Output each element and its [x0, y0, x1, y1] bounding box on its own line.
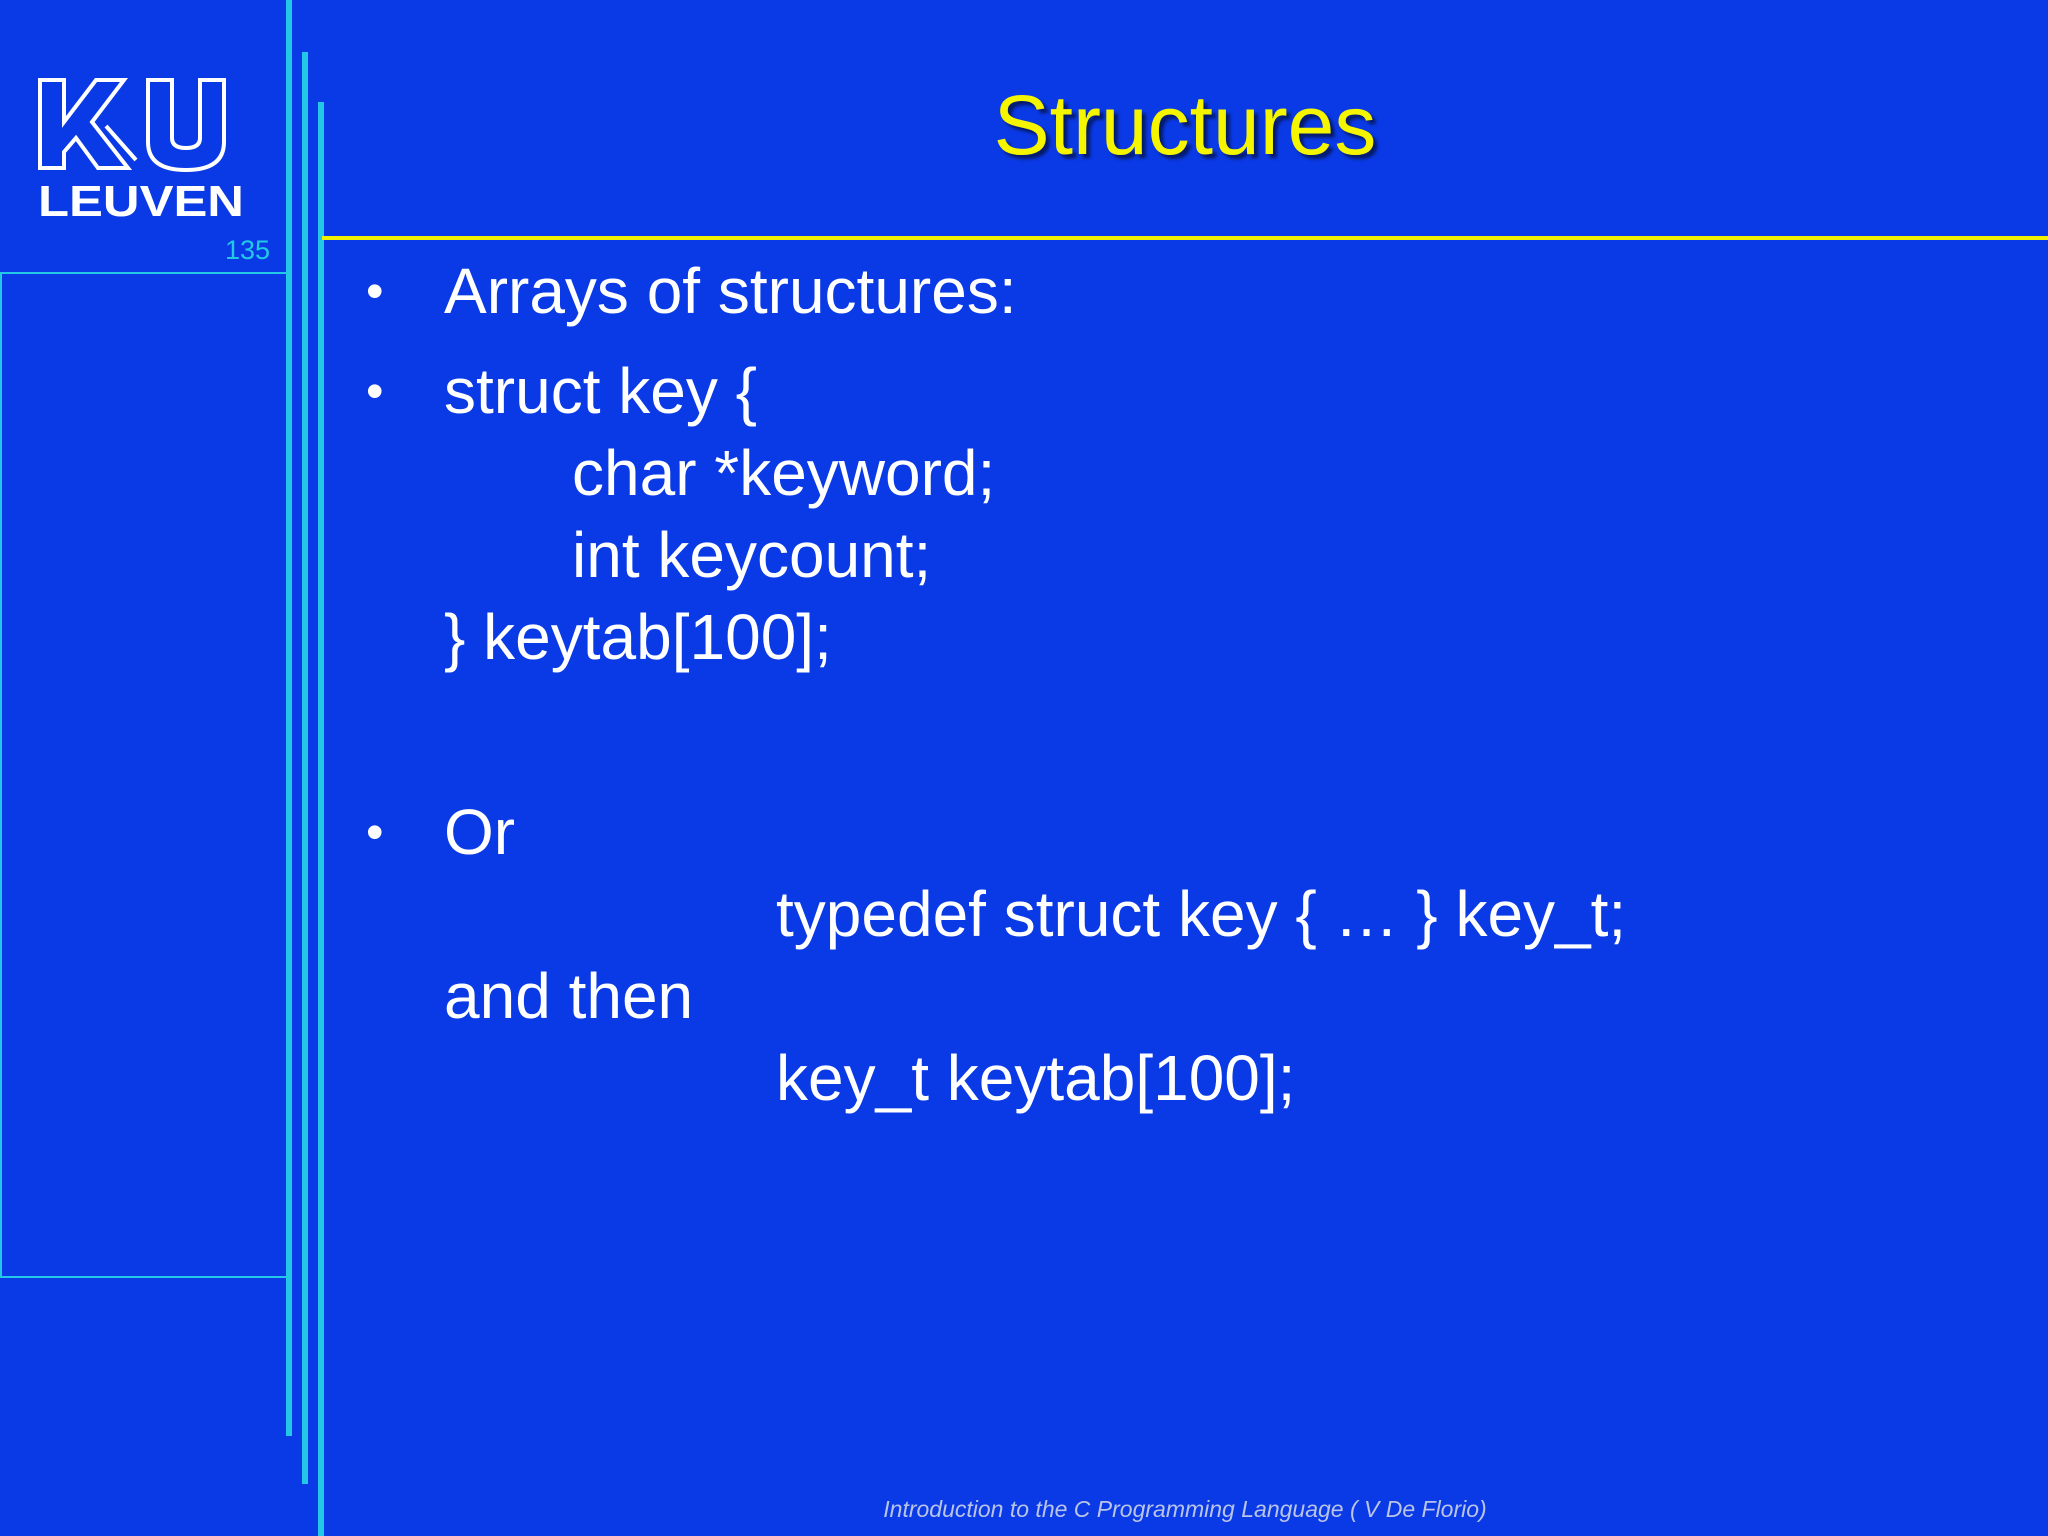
- logo-leuven-text: LEUVEN: [38, 177, 244, 222]
- code-line-keytab: key_t keytab[100];: [776, 1042, 1296, 1114]
- bullet-marker: •: [366, 263, 384, 319]
- text-and-then: and then: [444, 960, 694, 1032]
- bullet-text-struct: struct key {: [444, 355, 757, 427]
- slide-number: 135: [224, 235, 270, 265]
- code-line: char *keyword;: [572, 437, 996, 509]
- code-line: } keytab[100];: [444, 601, 832, 673]
- bullet-text-arrays: Arrays of structures:: [444, 255, 1017, 327]
- bullet-marker: •: [366, 804, 384, 860]
- code-line: int keycount;: [572, 519, 932, 591]
- code-line-typedef: typedef struct key { … } key_t;: [776, 878, 1627, 950]
- slide-title: Structures: [993, 78, 1377, 172]
- slide-footer: Introduction to the C Programming Language ( V De Florio): [883, 1496, 1487, 1522]
- bullet-marker: •: [366, 363, 384, 419]
- bullet-text-or: Or: [444, 796, 516, 868]
